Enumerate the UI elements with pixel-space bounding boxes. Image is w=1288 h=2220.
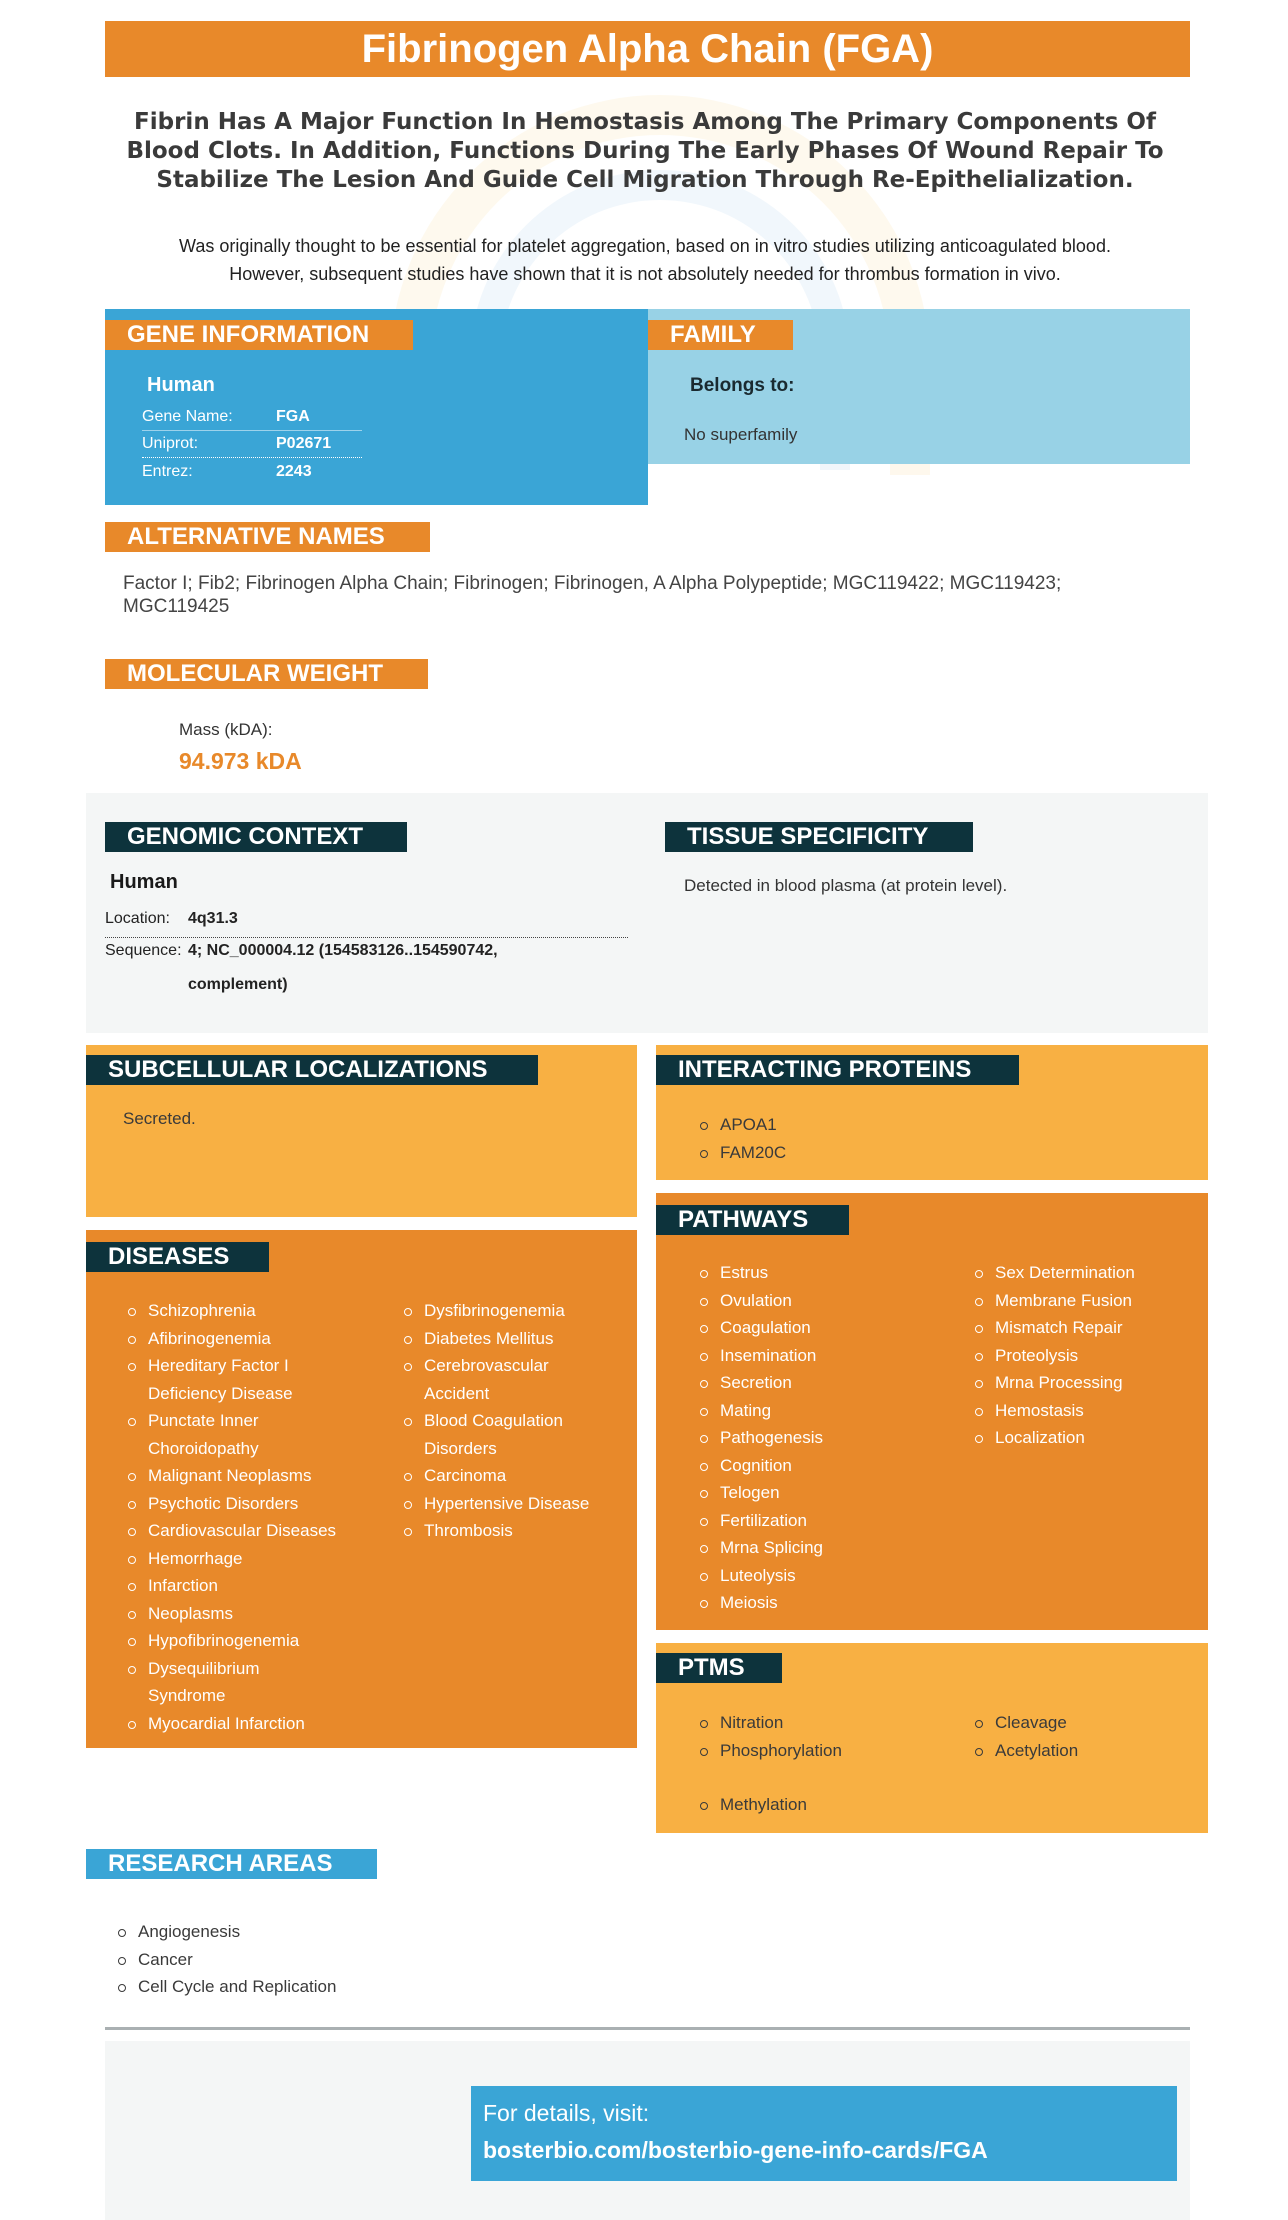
list-item: Diabetes Mellitus bbox=[404, 1325, 604, 1353]
list-item: Myocardial Infarction bbox=[128, 1710, 338, 1738]
list-item: Malignant Neoplasms bbox=[128, 1462, 338, 1490]
list-item: Hypertensive Disease bbox=[404, 1490, 604, 1518]
alternative-names-text: Factor I; Fib2; Fibrinogen Alpha Chain; Fibrinogen; Fibrinogen, A Alpha Polypeptide; MGC119422; MGC119423; MGC119425 bbox=[123, 573, 1062, 617]
gene-info-row bbox=[142, 458, 362, 485]
list-item: Mrna Splicing bbox=[700, 1534, 950, 1562]
list-item: Coagulation bbox=[700, 1314, 950, 1342]
list-item: Ovulation bbox=[700, 1287, 950, 1315]
pathways-panel bbox=[656, 1193, 1208, 1630]
location-value: 4q31.3 bbox=[188, 910, 238, 927]
list-item: Blood Coagulation Disorders bbox=[404, 1407, 604, 1462]
list-item: Proteolysis bbox=[975, 1342, 1195, 1370]
list-item: Hypofibrinogenemia bbox=[128, 1627, 338, 1655]
list-item: Methylation bbox=[700, 1791, 950, 1819]
interacting-proteins-list bbox=[700, 1111, 786, 1166]
gene-info-table bbox=[142, 404, 362, 485]
list-item: Sex Determination bbox=[975, 1259, 1195, 1287]
list-item: Cancer bbox=[118, 1946, 518, 1974]
alternative-names-heading: ALTERNATIVE NAMES bbox=[105, 522, 430, 552]
list-item: Secretion bbox=[700, 1369, 950, 1397]
list-item: APOA1 bbox=[700, 1111, 786, 1139]
intro-line-2: However, subsequent studies have shown that it is not absolutely needed for thrombus formation in vivo. bbox=[229, 264, 1061, 284]
footer-link[interactable]: bosterbio.com/bosterbio-gene-info-cards/FGA bbox=[483, 2137, 988, 2163]
list-item: Membrane Fusion bbox=[975, 1287, 1195, 1315]
list-item: Acetylation bbox=[975, 1737, 1195, 1765]
list-item: Luteolysis bbox=[700, 1562, 950, 1590]
gene-info-value: 2243 bbox=[276, 462, 312, 480]
list-item: Pathogenesis bbox=[700, 1424, 950, 1452]
sequence-value-line-2: complement) bbox=[188, 976, 288, 993]
list-item: Insemination bbox=[700, 1342, 950, 1370]
family-heading: FAMILY bbox=[648, 320, 793, 350]
diseases-list-col2 bbox=[404, 1297, 604, 1545]
interacting-proteins-panel bbox=[656, 1045, 1208, 1180]
interacting-proteins-heading: INTERACTING PROTEINS bbox=[656, 1055, 1019, 1085]
pathways-list-col1 bbox=[700, 1259, 950, 1617]
sequence-value-line-1: 4; NC_000004.12 (154583126..154590742, bbox=[188, 942, 498, 959]
intro-line-1: Was originally thought to be essential for platelet aggregation, based on in vitro studies utilizing anticoagulated blood. bbox=[179, 236, 1111, 256]
subcellular-text: Secreted. bbox=[123, 1109, 196, 1128]
list-item: Phosphorylation bbox=[700, 1737, 950, 1765]
ptms-list-col2 bbox=[975, 1709, 1195, 1764]
footer-card bbox=[471, 2086, 1177, 2181]
pathways-heading: PATHWAYS bbox=[656, 1205, 849, 1235]
list-item: Angiogenesis bbox=[118, 1918, 518, 1946]
list-item: Infarction bbox=[128, 1572, 338, 1600]
list-item: Cognition bbox=[700, 1452, 950, 1480]
mass-label: Mass (kDA): bbox=[179, 720, 273, 739]
gene-info-label: Entrez: bbox=[142, 462, 193, 480]
list-item: Mismatch Repair bbox=[975, 1314, 1195, 1342]
sequence-value bbox=[188, 934, 498, 1002]
list-item: Hemorrhage bbox=[128, 1545, 338, 1573]
subcellular-heading: SUBCELLULAR LOCALIZATIONS bbox=[86, 1055, 538, 1085]
gene-info-value: P02671 bbox=[276, 435, 332, 452]
gene-info-label: Gene Name: bbox=[142, 408, 233, 425]
list-item: Telogen bbox=[700, 1479, 950, 1507]
family-value: No superfamily bbox=[684, 425, 798, 444]
mass-value: 94.973 kDA bbox=[179, 748, 302, 774]
list-item: Estrus bbox=[700, 1259, 950, 1287]
list-item: Punctate Inner Choroidopathy bbox=[128, 1407, 338, 1462]
research-areas-list bbox=[118, 1918, 518, 2001]
gene-species: Human bbox=[147, 374, 215, 396]
list-item: Hemostasis bbox=[975, 1397, 1195, 1425]
list-item: Mating bbox=[700, 1397, 950, 1425]
list-item: Afibrinogenemia bbox=[128, 1325, 338, 1353]
footer-divider bbox=[105, 2027, 1190, 2030]
list-item: Cardiovascular Diseases bbox=[128, 1517, 338, 1545]
list-item: Fertilization bbox=[700, 1507, 950, 1535]
list-item: Cell Cycle and Replication bbox=[118, 1973, 518, 2001]
genomic-species: Human bbox=[110, 871, 178, 893]
list-item: Meiosis bbox=[700, 1589, 950, 1617]
ptms-panel bbox=[656, 1643, 1208, 1833]
sequence-label: Sequence: bbox=[105, 942, 182, 959]
gene-info-row bbox=[142, 431, 362, 458]
gene-info-label: Uniprot: bbox=[142, 435, 199, 452]
footer-line-1: For details, visit: bbox=[483, 2100, 650, 2126]
list-item: Localization bbox=[975, 1424, 1195, 1452]
list-item: Thrombosis bbox=[404, 1517, 604, 1545]
diseases-list-col1 bbox=[128, 1297, 338, 1737]
molecular-weight-heading: MOLECULAR WEIGHT bbox=[105, 659, 428, 689]
list-item: Psychotic Disorders bbox=[128, 1490, 338, 1518]
tissue-specificity-text: Detected in blood plasma (at protein level). bbox=[684, 876, 1008, 895]
list-item: Dysfibrinogenemia bbox=[404, 1297, 604, 1325]
list-item: Carcinoma bbox=[404, 1462, 604, 1490]
list-item: Nitration bbox=[700, 1709, 950, 1737]
research-areas-heading: RESEARCH AREAS bbox=[86, 1849, 377, 1879]
family-belongs-label: Belongs to: bbox=[690, 375, 795, 396]
list-item: Hereditary Factor I Deficiency Disease bbox=[128, 1352, 338, 1407]
location-label: Location: bbox=[105, 910, 170, 927]
gene-information-heading: GENE INFORMATION bbox=[105, 320, 413, 350]
ptms-heading: PTMS bbox=[656, 1653, 782, 1683]
gene-info-row bbox=[142, 404, 362, 431]
intro-text bbox=[120, 232, 1170, 288]
list-item: Mrna Processing bbox=[975, 1369, 1195, 1397]
list-item: Neoplasms bbox=[128, 1600, 338, 1628]
list-item: FAM20C bbox=[700, 1139, 786, 1167]
genomic-context-heading: GENOMIC CONTEXT bbox=[105, 822, 407, 852]
function-summary: Fibrin Has A Major Function In Hemostasis Among The Primary Components Of Blood Clots. In Addition, Functions During The Early Phases Of Wound Repair To Stabilize The Lesion And Guide Cell Migration Through Re-Epithelialization. bbox=[126, 109, 1164, 193]
gene-information-panel bbox=[105, 309, 648, 505]
list-item: Cerebrovascular Accident bbox=[404, 1352, 604, 1407]
ptms-list-col1 bbox=[700, 1709, 950, 1764]
ptms-list-extra bbox=[700, 1791, 950, 1819]
diseases-heading: DISEASES bbox=[86, 1242, 269, 1272]
gene-info-value: FGA bbox=[276, 408, 310, 425]
family-panel bbox=[648, 309, 1190, 464]
list-item: Cleavage bbox=[975, 1709, 1195, 1737]
subcellular-panel bbox=[86, 1045, 637, 1217]
diseases-panel bbox=[86, 1230, 637, 1748]
list-item: Schizophrenia bbox=[128, 1297, 338, 1325]
pathways-list-col2 bbox=[975, 1259, 1195, 1452]
tissue-specificity-heading: TISSUE SPECIFICITY bbox=[665, 822, 973, 852]
page-title: Fibrinogen Alpha Chain (FGA) bbox=[105, 21, 1190, 77]
list-item: Dysequilibrium Syndrome bbox=[128, 1655, 338, 1710]
